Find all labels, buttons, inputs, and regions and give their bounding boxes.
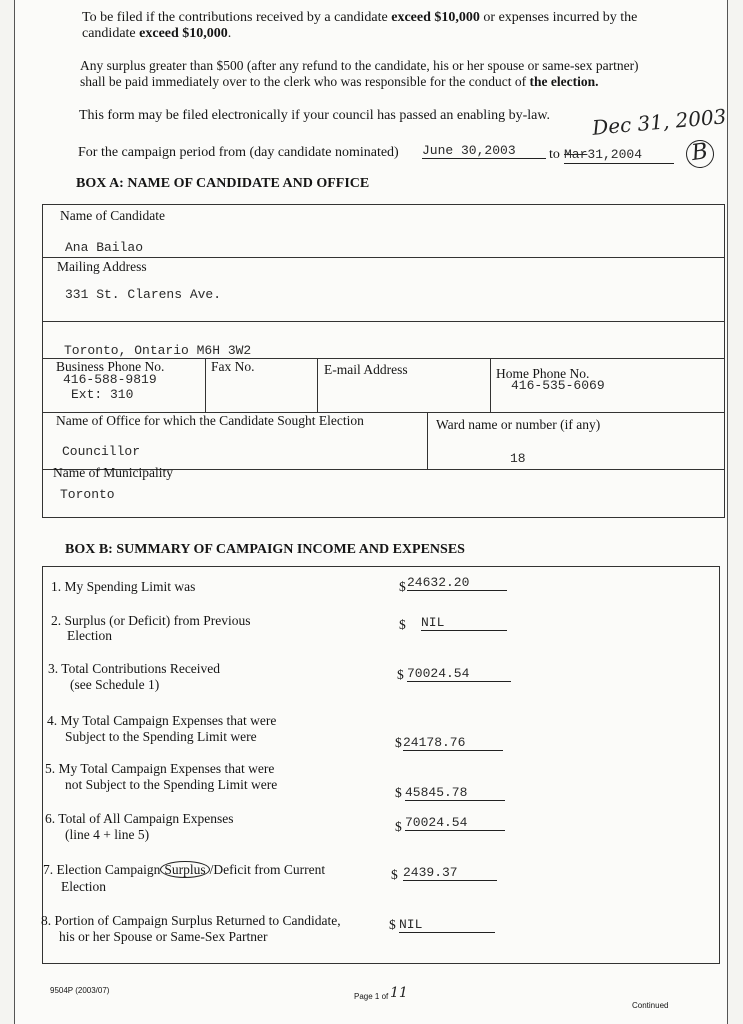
municipality-value: Toronto — [60, 487, 115, 502]
mailing-address-line1: 331 St. Clarens Ave. — [65, 287, 222, 302]
intro-p1-text-2: or expenses incurred by the — [479, 10, 638, 25]
campaign-period-label: For the campaign period from (day candidate nominated) — [78, 145, 399, 160]
item-3-value: 70024.54 — [407, 666, 511, 682]
business-phone-ext: Ext: 310 — [71, 387, 134, 402]
page-total-hand: 11 — [390, 985, 408, 1001]
intro-p1-bold-2: exceed $10,000 — [139, 26, 228, 41]
intro-paragraph-2 — [80, 58, 720, 90]
item-1-label: 1. My Spending Limit was — [51, 579, 196, 594]
office-label: Name of Office for which the Candidate Sought Election — [56, 413, 364, 428]
item-2-dollar: $ — [399, 617, 406, 632]
item-4-dollar: $ — [395, 735, 402, 750]
intro-p2-line2: shall be paid immediately over to the clerk who was responsible for the conduct of — [80, 74, 530, 89]
item-7-dollar: $ — [391, 867, 398, 882]
item-5-value: 45845.78 — [405, 785, 505, 801]
item-5-label: 5. My Total Campaign Expenses that were not Subject to the Spending Limit were — [45, 761, 278, 792]
item-8-label: 8. Portion of Campaign Surplus Returned to Candidate, his or her Spouse or Same-Sex Partner — [41, 913, 341, 944]
item-8-dollar: $ — [389, 917, 396, 932]
period-to-value: 31,2004 — [587, 147, 643, 162]
mailing-address-label: Mailing Address — [57, 259, 147, 274]
item-5-dollar: $ — [395, 785, 402, 800]
handwritten-date: Dec 31, 2003 — [591, 104, 728, 140]
item-3-dollar: $ — [397, 667, 404, 682]
period-from-value: June 30,2003 — [422, 143, 546, 159]
business-phone-label: Business Phone No. — [56, 359, 165, 374]
intro-p1-period: . — [227, 26, 232, 41]
item-4-label: 4. My Total Campaign Expenses that were Subject to the Spending Limit were — [47, 713, 277, 744]
email-label: E-mail Address — [324, 362, 408, 377]
ward-label: Ward name or number (if any) — [436, 417, 601, 432]
item-6-value: 70024.54 — [405, 815, 505, 831]
box-a — [42, 204, 725, 518]
intro-paragraph-3: This form may be filed electronically if your council has passed an enabling by-law. — [79, 108, 551, 123]
intro-p2-line1: Any surplus greater than $500 (after any refund to the candidate, his or her spouse or same-sex partner) — [80, 58, 639, 73]
municipality-label: Name of Municipality — [53, 465, 173, 480]
period-to-struck: Mar — [564, 147, 588, 162]
item-1-dollar: $ — [399, 579, 406, 594]
continued-label: Continued — [632, 1001, 669, 1010]
period-to-label: to — [549, 147, 560, 162]
intro-paragraph-1 — [82, 10, 702, 42]
item-7-value: 2439.37 — [403, 865, 497, 881]
page-label: Page 1 of — [354, 992, 389, 1001]
item-6-dollar: $ — [395, 819, 402, 834]
item-8-value: NIL — [399, 917, 495, 933]
mailing-address-line2: Toronto, Ontario M6H 3W2 — [64, 343, 252, 358]
fax-label: Fax No. — [211, 359, 255, 374]
form-code: 9504P (2003/07) — [50, 986, 110, 995]
intro-p2-bold: the election. — [529, 74, 599, 89]
box-b — [42, 566, 720, 964]
item-2-label: 2. Surplus (or Deficit) from Previous Election — [51, 613, 251, 643]
box-b-title: BOX B: SUMMARY OF CAMPAIGN INCOME AND EXPENSES — [65, 542, 465, 557]
surplus-circled: Surplus — [160, 861, 209, 878]
candidate-name-value: Ana Bailao — [65, 240, 144, 255]
intro-p1-bold: exceed $10,000 — [391, 10, 480, 25]
item-6-label: 6. Total of All Campaign Expenses (line 4 + line 5) — [45, 811, 234, 842]
item-7-label: 7. Election Campaign Surplus /Deficit from Current Election — [43, 862, 326, 894]
intro-p1-text: To be filed if the contributions received by a candidate — [82, 10, 392, 25]
intro-p1-text-3: candidate — [82, 26, 140, 41]
item-2-value: NIL — [421, 615, 507, 631]
candidate-name-label: Name of Candidate — [60, 208, 165, 223]
item-4-value: 24178.76 — [403, 735, 503, 751]
office-value: Councillor — [62, 444, 141, 459]
item-1-value: 24632.20 — [407, 575, 507, 591]
home-phone-value: 416-535-6069 — [511, 378, 605, 393]
home-phone-label: Home Phone No. — [496, 366, 590, 381]
item-3-label: 3. Total Contributions Received (see Schedule 1) — [48, 661, 221, 692]
box-a-title: BOX A: NAME OF CANDIDATE AND OFFICE — [76, 176, 370, 191]
handwritten-initials: B — [684, 138, 716, 170]
ward-value: 18 — [510, 451, 526, 466]
business-phone-value: 416-588-9819 — [63, 372, 157, 387]
